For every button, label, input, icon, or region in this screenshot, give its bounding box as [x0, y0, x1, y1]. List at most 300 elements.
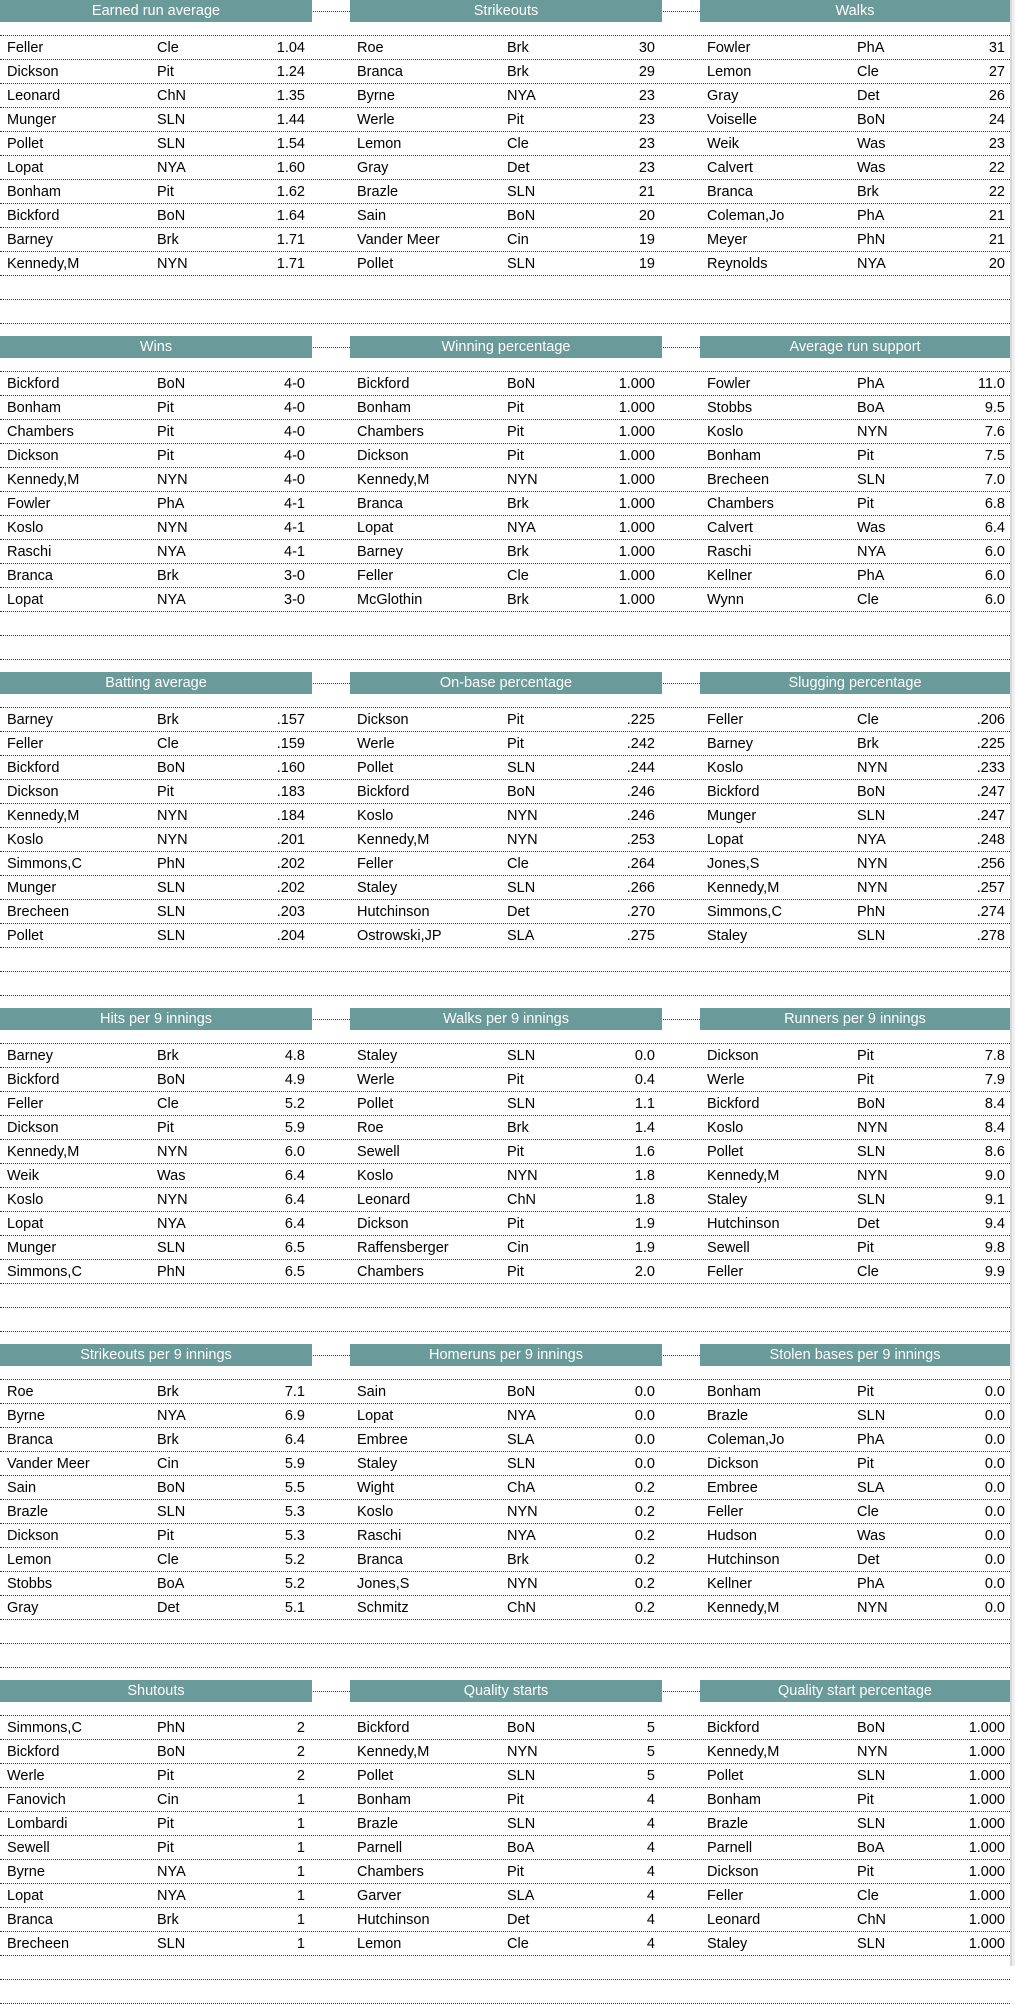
player-name-cell: Brazle — [707, 1408, 749, 1424]
player-name-cell: Koslo — [7, 832, 44, 848]
team-cell: NYA — [507, 1528, 536, 1544]
table-header: Strikeouts — [350, 0, 662, 22]
team-cell: Brk — [507, 1552, 529, 1568]
team-cell: Brk — [507, 40, 529, 56]
team-cell: SLN — [507, 880, 536, 896]
player-name-cell: Pollet — [357, 256, 394, 272]
gridline — [0, 1307, 1010, 1308]
player-name-cell: Parnell — [707, 1840, 753, 1856]
player-name-cell: Feller — [707, 1504, 744, 1520]
table-header: Walks — [700, 0, 1010, 22]
stat-value-cell: 4-0 — [284, 472, 305, 488]
stat-value-cell: 4 — [646, 1864, 655, 1880]
stat-value-cell: 0.0 — [984, 1408, 1005, 1424]
player-name-cell: Bonham — [7, 400, 62, 416]
team-cell: NYA — [857, 544, 886, 560]
player-name-cell: Bickford — [357, 784, 410, 800]
player-name-cell: Dickson — [357, 448, 409, 464]
player-name-cell: Kennedy,M — [707, 1744, 780, 1760]
stat-value-cell: 0.0 — [984, 1384, 1005, 1400]
stat-value-cell: 1.62 — [276, 184, 305, 200]
player-name-cell: Kellner — [707, 1576, 753, 1592]
team-cell: Pit — [857, 1072, 874, 1088]
stat-value-cell: .204 — [276, 928, 305, 944]
team-cell: NYA — [157, 1888, 186, 1904]
player-name-cell: Leonard — [357, 1192, 411, 1208]
table-header: Wins — [0, 336, 312, 358]
team-cell: Brk — [507, 544, 529, 560]
stat-value-cell: 4-1 — [284, 544, 305, 560]
player-name-cell: Branca — [357, 64, 403, 80]
player-name-cell: Koslo — [357, 1504, 394, 1520]
team-cell: Was — [157, 1168, 186, 1184]
team-cell: NYA — [507, 1408, 536, 1424]
stat-value-cell: 0.2 — [634, 1576, 655, 1592]
stat-value-cell: .201 — [276, 832, 305, 848]
gridline — [0, 299, 1010, 300]
stat-value-cell: 9.9 — [984, 1264, 1005, 1280]
team-cell: SLN — [507, 1456, 536, 1472]
stat-value-cell: 1.35 — [276, 88, 305, 104]
team-cell: Brk — [157, 1384, 179, 1400]
stat-value-cell: 4 — [646, 1888, 655, 1904]
player-name-cell: Feller — [707, 712, 744, 728]
stat-value-cell: 6.4 — [284, 1216, 305, 1232]
player-name-cell: Bickford — [7, 1744, 60, 1760]
stat-value-cell: 1.000 — [618, 472, 655, 488]
player-name-cell: Hudson — [707, 1528, 757, 1544]
player-name-cell: Kennedy,M — [707, 880, 780, 896]
gridline — [0, 1667, 1010, 1668]
stat-value-cell: .246 — [626, 808, 655, 824]
player-name-cell: Lemon — [357, 136, 402, 152]
player-name-cell: Barney — [707, 736, 753, 752]
stat-value-cell: 1.24 — [276, 64, 305, 80]
player-name-cell: Branca — [7, 568, 53, 584]
player-name-cell: Brecheen — [7, 1936, 70, 1952]
player-name-cell: Kellner — [707, 568, 753, 584]
team-cell: BoN — [507, 784, 536, 800]
stat-value-cell: 4-0 — [284, 376, 305, 392]
team-cell: Pit — [857, 1240, 874, 1256]
team-cell: Pit — [157, 424, 174, 440]
team-cell: NYN — [857, 856, 888, 872]
player-name-cell: Werle — [357, 112, 395, 128]
player-name-cell: Feller — [357, 856, 394, 872]
player-name-cell: Hutchinson — [707, 1552, 780, 1568]
stat-value-cell: 1.71 — [276, 256, 305, 272]
player-name-cell: Embree — [357, 1432, 408, 1448]
player-name-cell: Brecheen — [7, 904, 70, 920]
player-name-cell: Pollet — [707, 1768, 744, 1784]
player-name-cell: Chambers — [7, 424, 74, 440]
stat-value-cell: 1.1 — [634, 1096, 655, 1112]
stat-value-cell: .248 — [976, 832, 1005, 848]
player-name-cell: Munger — [7, 112, 57, 128]
stat-value-cell: 11.0 — [977, 376, 1005, 392]
player-name-cell: Coleman,Jo — [707, 208, 785, 224]
player-name-cell: Chambers — [357, 424, 424, 440]
team-cell: Det — [857, 1552, 880, 1568]
stat-value-cell: 4 — [646, 1792, 655, 1808]
player-name-cell: Bickford — [707, 1720, 760, 1736]
player-name-cell: Weik — [707, 136, 739, 152]
team-cell: SLN — [157, 904, 186, 920]
team-cell: Pit — [157, 1816, 174, 1832]
team-cell: BoN — [157, 1072, 186, 1088]
stat-value-cell: 23 — [638, 88, 655, 104]
team-cell: SLN — [857, 1144, 886, 1160]
stat-value-cell: 0.0 — [634, 1432, 655, 1448]
player-name-cell: Koslo — [707, 1120, 744, 1136]
stat-value-cell: 5.5 — [284, 1480, 305, 1496]
team-cell: SLA — [857, 1480, 885, 1496]
team-cell: SLN — [157, 1240, 186, 1256]
player-name-cell: Munger — [7, 880, 57, 896]
team-cell: Cle — [507, 1936, 529, 1952]
gridline — [0, 1643, 1010, 1644]
team-cell: Pit — [157, 448, 174, 464]
stat-value-cell: 19 — [638, 232, 655, 248]
table-header: Walks per 9 innings — [350, 1008, 662, 1030]
stat-value-cell: 1.44 — [276, 112, 305, 128]
player-name-cell: Barney — [7, 712, 53, 728]
team-cell: Pit — [507, 1792, 524, 1808]
player-name-cell: Feller — [7, 736, 44, 752]
team-cell: SLA — [507, 1432, 535, 1448]
stat-value-cell: 0.2 — [634, 1600, 655, 1616]
player-name-cell: Branca — [707, 184, 753, 200]
player-name-cell: Fanovich — [7, 1792, 66, 1808]
team-cell: Pit — [157, 784, 174, 800]
team-cell: Det — [857, 1216, 880, 1232]
team-cell: SLN — [507, 1096, 536, 1112]
team-cell: PhA — [157, 496, 185, 512]
player-name-cell: Pollet — [7, 136, 44, 152]
team-cell: Cle — [157, 40, 179, 56]
player-name-cell: Sewell — [357, 1144, 400, 1160]
stat-value-cell: 7.8 — [984, 1048, 1005, 1064]
player-name-cell: Byrne — [7, 1864, 45, 1880]
stat-value-cell: 0.0 — [984, 1576, 1005, 1592]
team-cell: BoN — [507, 1720, 536, 1736]
stat-value-cell: 4 — [646, 1816, 655, 1832]
table-header: Hits per 9 innings — [0, 1008, 312, 1030]
player-name-cell: Branca — [7, 1912, 53, 1928]
team-cell: Pit — [507, 736, 524, 752]
team-cell: SLN — [157, 1936, 186, 1952]
team-cell: NYN — [157, 808, 188, 824]
stat-value-cell: 24 — [988, 112, 1005, 128]
stat-value-cell: 0.2 — [634, 1528, 655, 1544]
team-cell: PhN — [857, 904, 886, 920]
player-name-cell: Leonard — [7, 88, 61, 104]
gridline — [0, 971, 1010, 972]
player-name-cell: Vander Meer — [7, 1456, 90, 1472]
stat-value-cell: 23 — [638, 160, 655, 176]
stat-value-cell: 4.9 — [284, 1072, 305, 1088]
player-name-cell: Parnell — [357, 1840, 403, 1856]
gridline — [0, 1979, 1010, 1980]
player-name-cell: Bonham — [707, 448, 762, 464]
stat-value-cell: 5 — [646, 1744, 655, 1760]
stat-value-cell: 7.0 — [984, 472, 1005, 488]
stat-value-cell: .244 — [626, 760, 655, 776]
stat-value-cell: 9.1 — [984, 1192, 1005, 1208]
stat-value-cell: 1.4 — [634, 1120, 655, 1136]
team-cell: BoA — [157, 1576, 185, 1592]
team-cell: ChN — [157, 88, 187, 104]
team-cell: NYA — [857, 832, 886, 848]
player-name-cell: Kennedy,M — [7, 808, 80, 824]
stat-value-cell: 6.4 — [284, 1168, 305, 1184]
stat-value-cell: 1.54 — [276, 136, 305, 152]
team-cell: BoN — [857, 1096, 886, 1112]
player-name-cell: Brazle — [357, 184, 399, 200]
team-cell: BoN — [157, 376, 186, 392]
team-cell: SLN — [857, 1816, 886, 1832]
stat-value-cell: .257 — [976, 880, 1005, 896]
team-cell: SLN — [507, 1048, 536, 1064]
team-cell: Cle — [157, 1552, 179, 1568]
stat-value-cell: 0.4 — [634, 1072, 655, 1088]
team-cell: BoN — [157, 1480, 186, 1496]
player-name-cell: Gray — [357, 160, 389, 176]
stat-value-cell: 1 — [296, 1864, 305, 1880]
team-cell: Cin — [507, 1240, 529, 1256]
stat-value-cell: 9.0 — [984, 1168, 1005, 1184]
team-cell: Cle — [857, 1264, 879, 1280]
stat-value-cell: 1.000 — [968, 1816, 1005, 1832]
player-name-cell: Feller — [707, 1888, 744, 1904]
stat-value-cell: 0.0 — [634, 1384, 655, 1400]
stat-value-cell: .206 — [976, 712, 1005, 728]
player-name-cell: Reynolds — [707, 256, 768, 272]
team-cell: NYA — [507, 88, 536, 104]
player-name-cell: Bonham — [357, 1792, 412, 1808]
player-name-cell: Kennedy,M — [7, 256, 80, 272]
stat-value-cell: 20 — [638, 208, 655, 224]
stat-value-cell: 23 — [638, 112, 655, 128]
stat-value-cell: 0.2 — [634, 1504, 655, 1520]
team-cell: NYN — [157, 256, 188, 272]
player-name-cell: Wight — [357, 1480, 395, 1496]
team-cell: Cle — [507, 856, 529, 872]
team-cell: BoN — [857, 784, 886, 800]
stat-value-cell: 1.000 — [968, 1792, 1005, 1808]
stat-value-cell: 0.0 — [634, 1048, 655, 1064]
team-cell: ChN — [857, 1912, 887, 1928]
stat-value-cell: 1.000 — [968, 1888, 1005, 1904]
stat-value-cell: 5.9 — [284, 1456, 305, 1472]
stat-value-cell: 22 — [988, 160, 1005, 176]
stat-value-cell: 9.8 — [984, 1240, 1005, 1256]
stat-value-cell: 2 — [296, 1768, 305, 1784]
team-cell: PhA — [857, 208, 885, 224]
team-cell: PhA — [857, 568, 885, 584]
team-cell: Cle — [857, 64, 879, 80]
team-cell: Pit — [507, 1864, 524, 1880]
player-name-cell: Kennedy,M — [7, 1144, 80, 1160]
team-cell: Pit — [507, 1144, 524, 1160]
player-name-cell: Dickson — [707, 1048, 759, 1064]
player-name-cell: Koslo — [7, 1192, 44, 1208]
team-cell: Pit — [857, 1792, 874, 1808]
stat-value-cell: 30 — [638, 40, 655, 56]
stat-value-cell: 2.0 — [634, 1264, 655, 1280]
team-cell: NYA — [507, 520, 536, 536]
table-header: Quality starts — [350, 1680, 662, 1702]
stat-value-cell: 1.6 — [634, 1144, 655, 1160]
stat-value-cell: 6.4 — [284, 1432, 305, 1448]
stat-value-cell: 8.4 — [984, 1096, 1005, 1112]
stat-value-cell: .242 — [626, 736, 655, 752]
team-cell: BoN — [857, 1720, 886, 1736]
stat-value-cell: .203 — [276, 904, 305, 920]
player-name-cell: Staley — [707, 1936, 748, 1952]
team-cell: BoN — [157, 1744, 186, 1760]
player-name-cell: Staley — [357, 880, 398, 896]
team-cell: Cin — [157, 1792, 179, 1808]
stat-value-cell: 4-0 — [284, 400, 305, 416]
team-cell: Pit — [857, 1048, 874, 1064]
team-cell: Pit — [157, 184, 174, 200]
player-name-cell: Bickford — [357, 1720, 410, 1736]
team-cell: SLA — [507, 1888, 535, 1904]
player-name-cell: Calvert — [707, 160, 753, 176]
stat-value-cell: 3-0 — [284, 568, 305, 584]
team-cell: Det — [507, 904, 530, 920]
player-name-cell: Branca — [357, 496, 403, 512]
stat-value-cell: 4-1 — [284, 496, 305, 512]
stat-value-cell: 9.5 — [984, 400, 1005, 416]
stat-value-cell: .246 — [626, 784, 655, 800]
stat-value-cell: 22 — [988, 184, 1005, 200]
team-cell: Pit — [857, 448, 874, 464]
stat-value-cell: 0.0 — [984, 1528, 1005, 1544]
team-cell: Cle — [507, 136, 529, 152]
player-name-cell: Byrne — [7, 1408, 45, 1424]
stat-value-cell: 1 — [296, 1888, 305, 1904]
player-name-cell: Staley — [357, 1456, 398, 1472]
player-name-cell: Hutchinson — [707, 1216, 780, 1232]
team-cell: Det — [507, 1912, 530, 1928]
team-cell: Pit — [507, 1264, 524, 1280]
table-header: Strikeouts per 9 innings — [0, 1344, 312, 1366]
team-cell: Cin — [507, 232, 529, 248]
team-cell: Pit — [857, 1456, 874, 1472]
stat-value-cell: .247 — [976, 808, 1005, 824]
table-header: On-base percentage — [350, 672, 662, 694]
team-cell: ChA — [507, 1480, 536, 1496]
stat-value-cell: 7.9 — [984, 1072, 1005, 1088]
team-cell: Pit — [157, 1768, 174, 1784]
team-cell: NYN — [857, 1744, 888, 1760]
stat-value-cell: 5.2 — [284, 1096, 305, 1112]
player-name-cell: Sain — [357, 208, 387, 224]
stat-value-cell: 6.0 — [284, 1144, 305, 1160]
stat-value-cell: .184 — [276, 808, 305, 824]
player-name-cell: Bickford — [7, 1072, 60, 1088]
team-cell: Brk — [857, 184, 879, 200]
team-cell: NYN — [507, 808, 538, 824]
team-cell: PhN — [157, 856, 186, 872]
stat-value-cell: 6.4 — [984, 520, 1005, 536]
player-name-cell: Byrne — [357, 88, 395, 104]
team-cell: Pit — [157, 1840, 174, 1856]
team-cell: NYN — [857, 1600, 888, 1616]
team-cell: NYN — [857, 1120, 888, 1136]
stat-value-cell: 0.0 — [634, 1408, 655, 1424]
team-cell: SLN — [507, 184, 536, 200]
player-name-cell: Dickson — [357, 712, 409, 728]
player-name-cell: Lopat — [7, 592, 44, 608]
player-name-cell: Leonard — [707, 1912, 761, 1928]
team-cell: SLN — [507, 256, 536, 272]
team-cell: PhA — [857, 1576, 885, 1592]
player-name-cell: Dickson — [7, 1120, 59, 1136]
stat-value-cell: 0.0 — [984, 1504, 1005, 1520]
team-cell: Cle — [157, 736, 179, 752]
team-cell: SLN — [157, 880, 186, 896]
stat-value-cell: .225 — [976, 736, 1005, 752]
stat-value-cell: .275 — [626, 928, 655, 944]
stat-value-cell: 1.000 — [618, 448, 655, 464]
team-cell: Brk — [507, 1120, 529, 1136]
team-cell: SLN — [857, 928, 886, 944]
stat-value-cell: 5 — [646, 1768, 655, 1784]
team-cell: Pit — [507, 424, 524, 440]
team-cell: SLN — [857, 1408, 886, 1424]
team-cell: Cle — [857, 1888, 879, 1904]
team-cell: BoA — [857, 1840, 885, 1856]
stat-value-cell: .157 — [276, 712, 305, 728]
team-cell: PhN — [157, 1720, 186, 1736]
stat-value-cell: 21 — [988, 208, 1005, 224]
stat-value-cell: 6.0 — [984, 568, 1005, 584]
team-cell: PhA — [857, 40, 885, 56]
player-name-cell: Barney — [357, 544, 403, 560]
player-name-cell: Ostrowski,JP — [357, 928, 442, 944]
stat-value-cell: 5 — [646, 1720, 655, 1736]
player-name-cell: Stobbs — [7, 1576, 53, 1592]
stat-value-cell: .278 — [976, 928, 1005, 944]
team-cell: Brk — [157, 1432, 179, 1448]
player-name-cell: Kennedy,M — [357, 832, 430, 848]
player-name-cell: Lombardi — [7, 1816, 68, 1832]
player-name-cell: Lemon — [707, 64, 752, 80]
player-name-cell: Sain — [7, 1480, 37, 1496]
player-name-cell: Bonham — [7, 184, 62, 200]
player-name-cell: Hutchinson — [357, 1912, 430, 1928]
team-cell: Pit — [157, 1528, 174, 1544]
player-name-cell: Weik — [7, 1168, 39, 1184]
player-name-cell: Vander Meer — [357, 232, 440, 248]
team-cell: SLA — [507, 928, 535, 944]
stat-value-cell: 5.3 — [284, 1528, 305, 1544]
player-name-cell: Bickford — [7, 208, 60, 224]
player-name-cell: Feller — [7, 40, 44, 56]
stat-value-cell: 1.000 — [618, 520, 655, 536]
team-cell: NYN — [857, 880, 888, 896]
team-cell: BoN — [157, 760, 186, 776]
stat-value-cell: 26 — [988, 88, 1005, 104]
stat-value-cell: 6.5 — [284, 1264, 305, 1280]
player-name-cell: Brazle — [357, 1816, 399, 1832]
stat-value-cell: 1.000 — [618, 424, 655, 440]
stat-value-cell: 6.0 — [984, 592, 1005, 608]
stat-value-cell: .270 — [626, 904, 655, 920]
